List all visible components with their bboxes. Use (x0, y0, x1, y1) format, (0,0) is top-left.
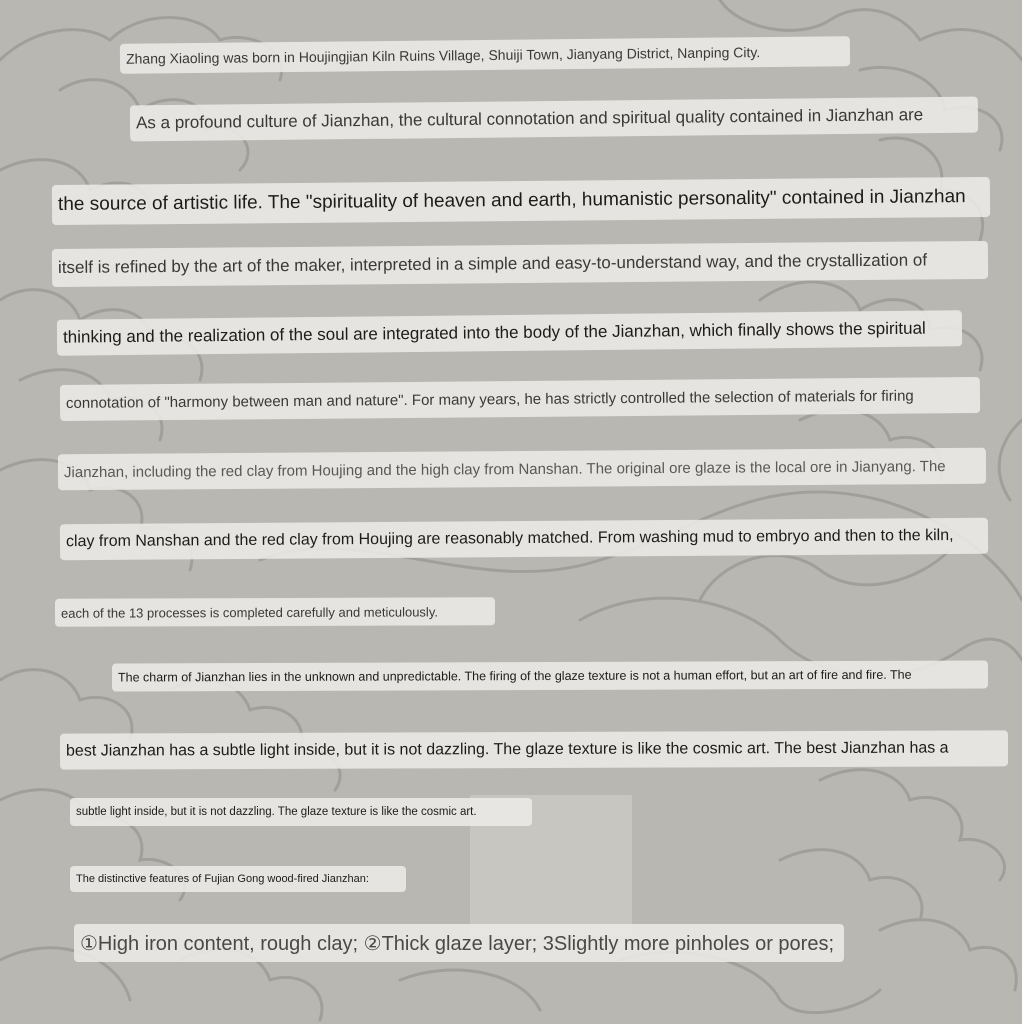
text-line-3: the source of artistic life. The "spirituality of heaven and earth, humanistic personality" contained in Jianzhan (52, 177, 990, 225)
text-line-4: itself is refined by the art of the maker, interpreted in a simple and easy-to-understand way, and the crystallization of (52, 241, 988, 287)
text-line-7: Jianzhan, including the red clay from Houjing and the high clay from Nanshan. The original ore glaze is the local ore in Jianyang. The (58, 448, 986, 490)
text-line-1: Zhang Xiaoling was born in Houjingjian Kiln Ruins Village, Shuiji Town, Jianyang District, Nanping City. (120, 36, 850, 74)
text-line-2: As a profound culture of Jianzhan, the cultural connotation and spiritual quality contained in Jianzhan are (130, 97, 978, 142)
text-line-11: best Jianzhan has a subtle light inside, but it is not dazzling. The glaze texture is like the cosmic art. The best Jianzhan has a (60, 730, 1008, 769)
text-line-8: clay from Nanshan and the red clay from Houjing are reasonably matched. From washing mud to embryo and then to the kiln, (60, 518, 988, 560)
text-line-9: each of the 13 processes is completed carefully and meticulously. (55, 597, 495, 627)
features-heading: The distinctive features of Fujian Gong wood-fired Jianzhan: (70, 866, 406, 892)
text-line-6: connotation of "harmony between man and nature". For many years, he has strictly controlled the selection of materials for firing (60, 377, 980, 421)
text-line-12: subtle light inside, but it is not dazzling. The glaze texture is like the cosmic art. (70, 798, 532, 826)
text-line-10: The charm of Jianzhan lies in the unknown and unpredictable. The firing of the glaze texture is not a human effort, but an art of fire and fire. The (112, 660, 988, 691)
text-line-5: thinking and the realization of the soul are integrated into the body of the Jianzhan, which finally shows the spiritual (57, 310, 962, 355)
features-list: ①High iron content, rough clay; ②Thick glaze layer; 3Slightly more pinholes or pores; (74, 924, 844, 962)
